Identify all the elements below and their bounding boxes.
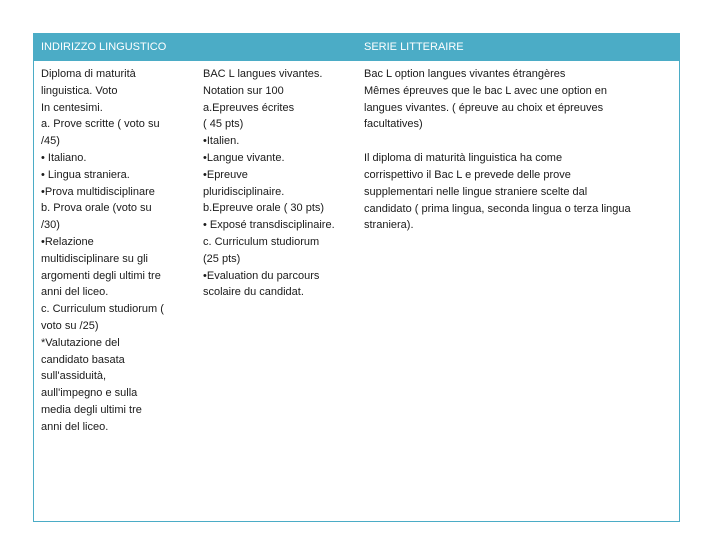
text-line: In centesimi. [41, 101, 103, 114]
text-line: candidato basata [41, 353, 125, 366]
text-line: voto su /25) [41, 319, 99, 332]
text-line: /45) [41, 135, 60, 148]
text-line: multidisciplinare su gli [41, 252, 148, 265]
comparison-table [33, 33, 680, 522]
text-line: scolaire du candidat. [203, 286, 304, 299]
text-line: •Epreuve [203, 168, 248, 181]
paragraph-gap [364, 133, 676, 150]
table-header-row [34, 34, 679, 61]
text-line: (25 pts) [203, 252, 241, 265]
text-line: linguistica. Voto [41, 84, 118, 97]
text-line: c. Curriculum studiorum ( [41, 303, 164, 316]
text-line: facultatives) [364, 118, 423, 131]
text-line: supplementari nelle lingue straniere scelte dal [364, 185, 588, 198]
header-indirizzo-linguistico: INDIRIZZO LINGUSTICO [41, 41, 167, 53]
text-line: media degli ultimi tre [41, 403, 142, 416]
text-line: anni del liceo. [41, 420, 109, 433]
text-line: corrispettivo il Bac L e prevede delle prove [364, 168, 571, 181]
text-line: •Relazione [41, 235, 94, 248]
text-line: straniera). [364, 219, 414, 232]
text-line: •Prova multidisciplinare [41, 185, 155, 198]
text-line: pluridisciplinaire. [203, 185, 285, 198]
text-line: langues vivantes. ( épreuve au choix et épreuves [364, 101, 604, 114]
column-bac-l-option [364, 66, 676, 234]
text-line: candidato ( prima lingua, seconda lingua o terza lingua [364, 202, 631, 215]
text-line: c. Curriculum studiorum [203, 235, 320, 248]
text-line: a. Prove scritte ( voto su [41, 118, 160, 131]
equivalence-note [364, 150, 676, 234]
text-line: • Exposé transdisciplinaire. [203, 219, 335, 232]
text-line: b. Prova orale (voto su [41, 202, 152, 215]
text-line: a.Epreuves écrites [203, 101, 295, 114]
column-italian-diploma [41, 66, 201, 436]
text-line: • Italiano. [41, 151, 87, 164]
text-line: Diploma di maturità [41, 68, 136, 80]
text-line: Notation sur 100 [203, 84, 284, 97]
text-line: Mêmes épreuves que le bac L avec une option en [364, 84, 607, 97]
column-bac-l [203, 66, 363, 301]
text-line: aull'impegno e sulla [41, 387, 138, 400]
text-line: /30) [41, 219, 60, 232]
text-line: argomenti degli ultimi tre [41, 269, 161, 282]
text-line: • Lingua straniera. [41, 168, 130, 181]
text-line: ( 45 pts) [203, 118, 244, 131]
text-line: •Langue vivante. [203, 151, 285, 164]
header-serie-litteraire: SERIE LITTERAIRE [364, 41, 464, 53]
text-line: sull'assiduità, [41, 370, 107, 383]
text-line: •Evaluation du parcours [203, 269, 320, 282]
text-line: Bac L option langues vivantes étrangères [364, 68, 566, 80]
text-line: BAC L langues vivantes. [203, 68, 323, 80]
option-description [364, 66, 676, 133]
text-line: Il diploma di maturità linguistica ha come [364, 152, 563, 165]
text-line: b.Epreuve orale ( 30 pts) [203, 202, 325, 215]
text-line: •Italien. [203, 135, 240, 148]
text-line: anni del liceo. [41, 286, 109, 299]
text-line: *Valutazione del [41, 336, 120, 349]
